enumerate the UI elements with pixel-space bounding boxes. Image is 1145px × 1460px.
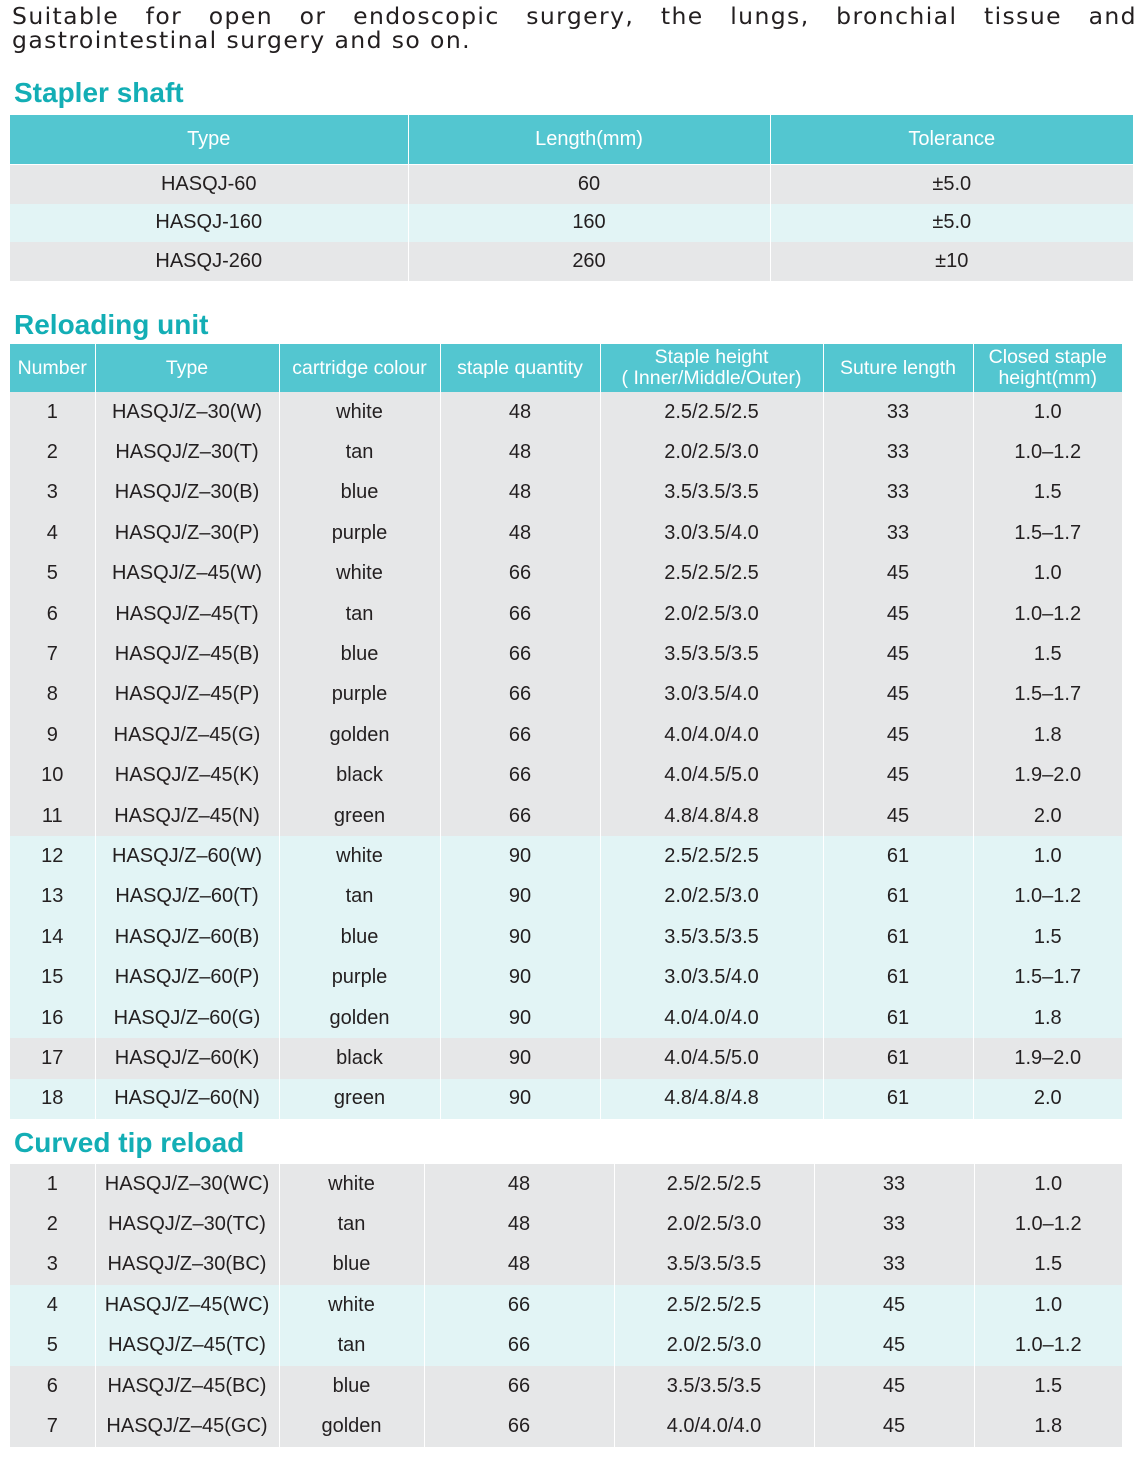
cell-staple-height: 2.0/2.5/3.0	[614, 1204, 814, 1244]
cell-cartridge-colour: blue	[279, 473, 440, 513]
cell-cartridge-colour: golden	[279, 998, 440, 1038]
cell-staple-quantity: 66	[424, 1326, 614, 1366]
cell-closed-staple-height: 1.5–1.7	[973, 957, 1122, 997]
cell-type: HASQJ/Z–60(W)	[95, 836, 279, 876]
cell-staple-quantity: 66	[440, 554, 600, 594]
cell-staple-height: 4.0/4.5/5.0	[600, 1038, 823, 1078]
cell-suture-length: 45	[823, 634, 973, 674]
reloading-unit-table	[10, 344, 1122, 1119]
cell-closed-staple-height: 1.9–2.0	[973, 756, 1122, 796]
cell-suture-length: 61	[823, 998, 973, 1038]
cell-closed-staple-height: 1.0	[973, 554, 1122, 594]
cell-type: HASQJ/Z–30(W)	[95, 392, 279, 432]
table-row	[10, 1406, 1122, 1446]
cell-tolerance: ±5.0	[770, 165, 1133, 204]
cell-closed-staple-height: 2.0	[973, 796, 1122, 836]
cell-length: 160	[408, 204, 770, 243]
cell-type: HASQJ/Z–45(BC)	[95, 1366, 279, 1406]
cell-suture-length: 61	[823, 1038, 973, 1078]
cell-closed-staple-height: 1.5	[973, 473, 1122, 513]
table-row	[10, 242, 1133, 281]
cell-cartridge-colour: blue	[279, 1245, 424, 1285]
column-header-cartridge-colour: cartridge colour	[279, 344, 440, 392]
cell-number: 2	[10, 1204, 95, 1244]
cell-staple-quantity: 66	[440, 594, 600, 634]
cell-number: 18	[10, 1079, 95, 1119]
cell-number: 4	[10, 1285, 95, 1325]
cell-cartridge-colour: blue	[279, 1366, 424, 1406]
cell-staple-height: 2.0/2.5/3.0	[600, 877, 823, 917]
cell-cartridge-colour: purple	[279, 957, 440, 997]
cell-staple-height: 3.0/3.5/4.0	[600, 957, 823, 997]
cell-staple-quantity: 66	[424, 1366, 614, 1406]
cell-suture-length: 45	[823, 796, 973, 836]
cell-closed-staple-height: 1.8	[973, 715, 1122, 755]
cell-staple-height: 3.0/3.5/4.0	[600, 675, 823, 715]
table-row	[10, 796, 1122, 836]
cell-staple-height: 2.0/2.5/3.0	[600, 594, 823, 634]
table-row	[10, 1366, 1122, 1406]
table-row	[10, 165, 1133, 204]
reloading-unit-title: Reloading unit	[14, 309, 209, 340]
cell-staple-height: 3.5/3.5/3.5	[600, 473, 823, 513]
cell-type: HASQJ/Z–45(TC)	[95, 1326, 279, 1366]
cell-number: 6	[10, 594, 95, 634]
cell-type: HASQJ/Z–45(P)	[95, 675, 279, 715]
cell-closed-staple-height: 1.5–1.7	[973, 513, 1122, 553]
cell-type: HASQJ/Z–60(K)	[95, 1038, 279, 1078]
intro-text: Suitable for open or endoscopic surgery, the lungs, bronchial tissue and gastrointestinal surgery and so on.	[12, 2, 1137, 54]
cell-type: HASQJ/Z–45(G)	[95, 715, 279, 755]
cell-closed-staple-height: 1.0	[974, 1164, 1122, 1204]
cell-type: HASQJ-60	[10, 165, 408, 204]
cell-staple-quantity: 90	[440, 917, 600, 957]
cell-suture-length: 33	[823, 513, 973, 553]
column-header-staple-height: Staple height ( Inner/Middle/Outer)	[600, 344, 823, 392]
cell-suture-length: 45	[823, 756, 973, 796]
table-row	[10, 877, 1122, 917]
cell-staple-quantity: 48	[440, 432, 600, 472]
cell-type: HASQJ/Z–60(N)	[95, 1079, 279, 1119]
cell-staple-quantity: 66	[424, 1406, 614, 1446]
cell-staple-quantity: 48	[424, 1245, 614, 1285]
cell-suture-length: 45	[823, 675, 973, 715]
cell-staple-quantity: 90	[440, 998, 600, 1038]
stapler-shaft-title: Stapler shaft	[14, 77, 184, 108]
cell-suture-length: 33	[814, 1204, 974, 1244]
curved-tip-reload-table	[10, 1164, 1122, 1447]
cell-staple-quantity: 90	[440, 1079, 600, 1119]
cell-suture-length: 45	[823, 554, 973, 594]
cell-number: 5	[10, 554, 95, 594]
cell-cartridge-colour: green	[279, 1079, 440, 1119]
cell-number: 9	[10, 715, 95, 755]
table-row	[10, 957, 1122, 997]
cell-type: HASQJ/Z–45(N)	[95, 796, 279, 836]
table-row	[10, 756, 1122, 796]
table-row	[10, 1245, 1122, 1285]
cell-type: HASQJ/Z–30(WC)	[95, 1164, 279, 1204]
cell-closed-staple-height: 2.0	[973, 1079, 1122, 1119]
table-row	[10, 998, 1122, 1038]
column-header-suture-length: Suture length	[823, 344, 973, 392]
table-row	[10, 1038, 1122, 1078]
cell-type: HASQJ/Z–60(G)	[95, 998, 279, 1038]
cell-length: 260	[408, 242, 770, 281]
cell-staple-quantity: 48	[424, 1164, 614, 1204]
table-row	[10, 392, 1122, 432]
cell-staple-quantity: 48	[440, 473, 600, 513]
cell-suture-length: 61	[823, 836, 973, 876]
cell-type: HASQJ/Z–60(B)	[95, 917, 279, 957]
cell-suture-length: 33	[814, 1245, 974, 1285]
cell-suture-length: 33	[823, 392, 973, 432]
cell-staple-height: 3.5/3.5/3.5	[600, 917, 823, 957]
cell-suture-length: 45	[823, 715, 973, 755]
cell-suture-length: 45	[814, 1366, 974, 1406]
cell-staple-height: 2.5/2.5/2.5	[600, 392, 823, 432]
cell-number: 15	[10, 957, 95, 997]
cell-type: HASQJ/Z–45(T)	[95, 594, 279, 634]
cell-number: 14	[10, 917, 95, 957]
cell-closed-staple-height: 1.5	[973, 917, 1122, 957]
cell-suture-length: 45	[814, 1326, 974, 1366]
cell-closed-staple-height: 1.5	[973, 634, 1122, 674]
cell-number: 4	[10, 513, 95, 553]
cell-number: 10	[10, 756, 95, 796]
cell-type: HASQJ/Z–60(P)	[95, 957, 279, 997]
column-header-length: Length(mm)	[408, 115, 770, 165]
cell-number: 1	[10, 392, 95, 432]
cell-tolerance: ±5.0	[770, 204, 1133, 243]
curved-tip-reload-title: Curved tip reload	[14, 1127, 245, 1158]
cell-suture-length: 45	[823, 594, 973, 634]
cell-cartridge-colour: blue	[279, 634, 440, 674]
table-row	[10, 513, 1122, 553]
table-row	[10, 204, 1133, 243]
cell-type: HASQJ/Z–45(W)	[95, 554, 279, 594]
cell-closed-staple-height: 1.9–2.0	[973, 1038, 1122, 1078]
table-header-row	[10, 115, 1133, 165]
cell-number: 7	[10, 634, 95, 674]
cell-closed-staple-height: 1.0	[973, 836, 1122, 876]
cell-staple-quantity: 66	[440, 634, 600, 674]
cell-type: HASQJ/Z–30(T)	[95, 432, 279, 472]
cell-number: 11	[10, 796, 95, 836]
cell-cartridge-colour: green	[279, 796, 440, 836]
cell-cartridge-colour: black	[279, 1038, 440, 1078]
cell-type: HASQJ/Z–30(B)	[95, 473, 279, 513]
cell-staple-height: 2.5/2.5/2.5	[600, 554, 823, 594]
cell-number: 7	[10, 1406, 95, 1446]
column-header-type: Type	[10, 115, 408, 165]
cell-number: 17	[10, 1038, 95, 1078]
cell-type: HASQJ/Z–45(K)	[95, 756, 279, 796]
column-header-tolerance: Tolerance	[770, 115, 1133, 165]
cell-number: 2	[10, 432, 95, 472]
cell-number: 3	[10, 473, 95, 513]
cell-cartridge-colour: golden	[279, 715, 440, 755]
cell-staple-height: 2.5/2.5/2.5	[600, 836, 823, 876]
cell-cartridge-colour: tan	[279, 1326, 424, 1366]
cell-closed-staple-height: 1.0	[974, 1285, 1122, 1325]
cell-closed-staple-height: 1.0–1.2	[974, 1204, 1122, 1244]
cell-cartridge-colour: white	[279, 1285, 424, 1325]
cell-suture-length: 61	[823, 1079, 973, 1119]
cell-type: HASQJ/Z–45(B)	[95, 634, 279, 674]
table-row	[10, 594, 1122, 634]
cell-staple-height: 4.8/4.8/4.8	[600, 1079, 823, 1119]
cell-number: 6	[10, 1366, 95, 1406]
table-row	[10, 1326, 1122, 1366]
cell-staple-height: 4.0/4.0/4.0	[614, 1406, 814, 1446]
cell-type: HASQJ-260	[10, 242, 408, 281]
cell-type: HASQJ/Z–45(WC)	[95, 1285, 279, 1325]
cell-staple-height: 2.0/2.5/3.0	[614, 1326, 814, 1366]
cell-closed-staple-height: 1.5	[974, 1245, 1122, 1285]
cell-staple-quantity: 90	[440, 957, 600, 997]
cell-staple-quantity: 48	[424, 1204, 614, 1244]
column-header-type: Type	[95, 344, 279, 392]
cell-cartridge-colour: purple	[279, 513, 440, 553]
table-row	[10, 1164, 1122, 1204]
cell-cartridge-colour: white	[279, 392, 440, 432]
table-row	[10, 1079, 1122, 1119]
cell-closed-staple-height: 1.0–1.2	[973, 594, 1122, 634]
cell-closed-staple-height: 1.0–1.2	[973, 432, 1122, 472]
cell-closed-staple-height: 1.0–1.2	[973, 877, 1122, 917]
cell-staple-quantity: 66	[440, 715, 600, 755]
cell-staple-height: 4.0/4.5/5.0	[600, 756, 823, 796]
cell-tolerance: ±10	[770, 242, 1133, 281]
cell-staple-quantity: 66	[440, 675, 600, 715]
cell-suture-length: 61	[823, 877, 973, 917]
cell-cartridge-colour: blue	[279, 917, 440, 957]
cell-cartridge-colour: white	[279, 836, 440, 876]
cell-suture-length: 33	[823, 473, 973, 513]
cell-type: HASQJ/Z–45(GC)	[95, 1406, 279, 1446]
cell-number: 12	[10, 836, 95, 876]
cell-closed-staple-height: 1.8	[973, 998, 1122, 1038]
table-row	[10, 917, 1122, 957]
cell-staple-height: 4.0/4.0/4.0	[600, 998, 823, 1038]
column-header-closed-staple-height: Closed staple height(mm)	[973, 344, 1122, 392]
cell-closed-staple-height: 1.8	[974, 1406, 1122, 1446]
cell-staple-height: 3.0/3.5/4.0	[600, 513, 823, 553]
cell-staple-height: 3.5/3.5/3.5	[614, 1245, 814, 1285]
cell-number: 3	[10, 1245, 95, 1285]
table-row	[10, 1204, 1122, 1244]
cell-staple-quantity: 90	[440, 836, 600, 876]
cell-closed-staple-height: 1.0	[973, 392, 1122, 432]
cell-cartridge-colour: white	[279, 1164, 424, 1204]
cell-number: 5	[10, 1326, 95, 1366]
column-header-staple-quantity: staple quantity	[440, 344, 600, 392]
cell-suture-length: 33	[823, 432, 973, 472]
cell-suture-length: 33	[814, 1164, 974, 1204]
cell-number: 8	[10, 675, 95, 715]
table-row	[10, 634, 1122, 674]
cell-closed-staple-height: 1.5–1.7	[973, 675, 1122, 715]
cell-cartridge-colour: black	[279, 756, 440, 796]
cell-cartridge-colour: tan	[279, 1204, 424, 1244]
cell-staple-quantity: 90	[440, 1038, 600, 1078]
cell-staple-quantity: 66	[424, 1285, 614, 1325]
cell-staple-height: 2.5/2.5/2.5	[614, 1285, 814, 1325]
cell-staple-height: 4.8/4.8/4.8	[600, 796, 823, 836]
cell-staple-height: 4.0/4.0/4.0	[600, 715, 823, 755]
cell-type: HASQJ/Z–30(BC)	[95, 1245, 279, 1285]
cell-cartridge-colour: tan	[279, 432, 440, 472]
table-row	[10, 715, 1122, 755]
cell-staple-quantity: 48	[440, 392, 600, 432]
table-header-row	[10, 344, 1122, 392]
cell-number: 1	[10, 1164, 95, 1204]
cell-number: 16	[10, 998, 95, 1038]
cell-staple-height: 3.5/3.5/3.5	[600, 634, 823, 674]
cell-type: HASQJ/Z–30(TC)	[95, 1204, 279, 1244]
cell-type: HASQJ-160	[10, 204, 408, 243]
cell-suture-length: 45	[814, 1285, 974, 1325]
cell-suture-length: 61	[823, 957, 973, 997]
cell-length: 60	[408, 165, 770, 204]
cell-suture-length: 61	[823, 917, 973, 957]
table-row	[10, 675, 1122, 715]
table-row	[10, 836, 1122, 876]
cell-type: HASQJ/Z–30(P)	[95, 513, 279, 553]
table-row	[10, 554, 1122, 594]
cell-staple-quantity: 48	[440, 513, 600, 553]
cell-suture-length: 45	[814, 1406, 974, 1446]
cell-number: 13	[10, 877, 95, 917]
cell-closed-staple-height: 1.5	[974, 1366, 1122, 1406]
cell-staple-height: 2.0/2.5/3.0	[600, 432, 823, 472]
cell-type: HASQJ/Z–60(T)	[95, 877, 279, 917]
cell-cartridge-colour: white	[279, 554, 440, 594]
cell-staple-height: 3.5/3.5/3.5	[614, 1366, 814, 1406]
cell-closed-staple-height: 1.0–1.2	[974, 1326, 1122, 1366]
cell-staple-quantity: 66	[440, 796, 600, 836]
stapler-shaft-table	[10, 115, 1133, 281]
table-row	[10, 432, 1122, 472]
table-row	[10, 473, 1122, 513]
cell-cartridge-colour: purple	[279, 675, 440, 715]
table-row	[10, 1285, 1122, 1325]
cell-staple-quantity: 66	[440, 756, 600, 796]
cell-cartridge-colour: tan	[279, 594, 440, 634]
cell-staple-quantity: 90	[440, 877, 600, 917]
column-header-number: Number	[10, 344, 95, 392]
cell-cartridge-colour: golden	[279, 1406, 424, 1446]
cell-cartridge-colour: tan	[279, 877, 440, 917]
cell-staple-height: 2.5/2.5/2.5	[614, 1164, 814, 1204]
